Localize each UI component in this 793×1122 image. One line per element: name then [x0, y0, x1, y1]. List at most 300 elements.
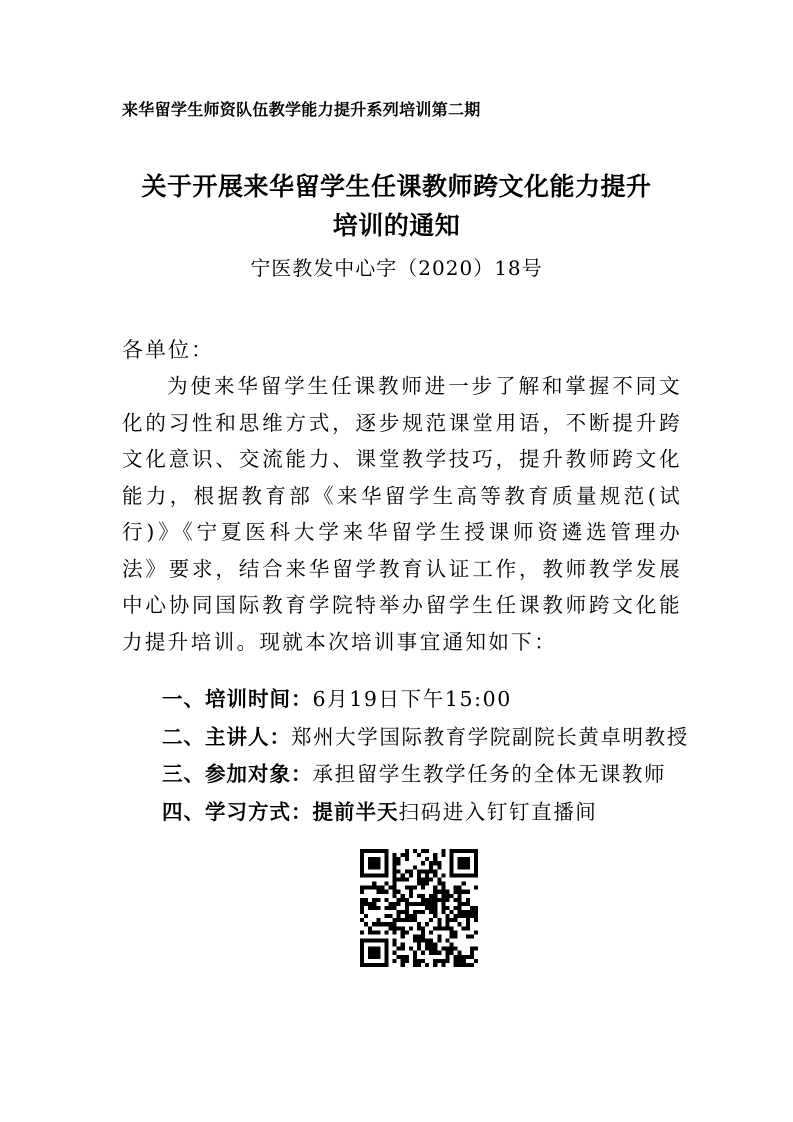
qr-module [462, 959, 466, 963]
qr-module [372, 902, 376, 906]
qr-module [388, 902, 392, 906]
qr-module [437, 939, 441, 943]
qr-module [360, 898, 364, 902]
qr-module [445, 959, 449, 963]
qr-module [421, 934, 425, 938]
qr-module [380, 849, 384, 853]
qr-module [458, 955, 462, 959]
qr-module [445, 894, 449, 898]
notice-title-line-2: 培训的通知 [332, 211, 461, 240]
qr-module [393, 939, 397, 943]
item-value-emphasis: 提前半天 [312, 799, 399, 824]
qr-module [433, 943, 437, 947]
qr-module [441, 906, 445, 910]
qr-module [384, 906, 388, 910]
qr-module [372, 906, 376, 910]
qr-module [380, 922, 384, 926]
qr-module [401, 959, 405, 963]
qr-module [388, 922, 392, 926]
qr-module [454, 959, 458, 963]
qr-module [397, 918, 401, 922]
qr-module [397, 910, 401, 914]
qr-module [433, 873, 437, 877]
qr-module [401, 877, 405, 881]
qr-module [376, 865, 380, 869]
qr-module [421, 939, 425, 943]
qr-module [393, 918, 397, 922]
qr-module [425, 869, 429, 873]
qr-module [458, 861, 462, 865]
item-value: 6月19日下午15:00 [312, 687, 512, 711]
qr-module [364, 902, 368, 906]
qr-module [393, 865, 397, 869]
qr-module [437, 922, 441, 926]
qr-module [368, 857, 372, 861]
qr-module [441, 886, 445, 890]
qr-module [441, 910, 445, 914]
qr-module [433, 898, 437, 902]
qr-module [462, 910, 466, 914]
qr-module [425, 906, 429, 910]
qr-module [421, 959, 425, 963]
qr-module [417, 922, 421, 926]
qr-module [450, 934, 454, 938]
qr-module [474, 914, 478, 918]
qr-module [474, 849, 478, 853]
qr-module [417, 882, 421, 886]
qr-code-icon[interactable] [360, 849, 478, 967]
qr-module [421, 877, 425, 881]
qr-module [425, 939, 429, 943]
qr-module [360, 963, 364, 967]
qr-module [372, 861, 376, 865]
qr-module [409, 947, 413, 951]
qr-module [441, 898, 445, 902]
qr-module [441, 853, 445, 857]
qr-module [384, 947, 388, 951]
qr-module [450, 930, 454, 934]
qr-module [405, 902, 409, 906]
qr-module [417, 869, 421, 873]
qr-module [360, 890, 364, 894]
qr-module [454, 963, 458, 967]
qr-module [372, 857, 376, 861]
qr-module [429, 951, 433, 955]
qr-module [393, 861, 397, 865]
qr-module [429, 894, 433, 898]
qr-module [450, 853, 454, 857]
qr-module [454, 890, 458, 894]
qr-module [462, 890, 466, 894]
qr-module [445, 922, 449, 926]
qr-module [409, 914, 413, 918]
qr-module [384, 865, 388, 869]
qr-module [409, 918, 413, 922]
qr-module [372, 886, 376, 890]
qr-module [417, 947, 421, 951]
qr-module [466, 857, 470, 861]
qr-module [441, 894, 445, 898]
qr-module [376, 922, 380, 926]
qr-module [372, 930, 376, 934]
qr-module [450, 869, 454, 873]
qr-module [454, 947, 458, 951]
qr-module [360, 853, 364, 857]
qr-module [384, 861, 388, 865]
qr-module [364, 963, 368, 967]
qr-module [384, 939, 388, 943]
qr-module [462, 849, 466, 853]
qr-module [474, 869, 478, 873]
qr-module [413, 955, 417, 959]
qr-module [384, 963, 388, 967]
qr-module [470, 963, 474, 967]
qr-module [421, 926, 425, 930]
qr-module [401, 930, 405, 934]
qr-module [466, 934, 470, 938]
notice-items [162, 681, 702, 831]
qr-module [384, 959, 388, 963]
qr-module [368, 873, 372, 877]
qr-module [433, 959, 437, 963]
qr-module [466, 955, 470, 959]
qr-module [450, 947, 454, 951]
item-label: 二、主讲人： [162, 724, 291, 749]
qr-module [384, 890, 388, 894]
qr-module [401, 873, 405, 877]
qr-module [458, 857, 462, 861]
qr-module [421, 894, 425, 898]
qr-module [368, 886, 372, 890]
qr-module [429, 918, 433, 922]
qr-module [405, 898, 409, 902]
salutation: 各单位： [122, 338, 214, 362]
qr-module [466, 910, 470, 914]
qr-module [368, 906, 372, 910]
qr-module [405, 906, 409, 910]
qr-module [454, 898, 458, 902]
qr-module [470, 873, 474, 877]
qr-module [474, 910, 478, 914]
item-value: 扫码进入钉钉直播间 [398, 799, 598, 824]
qr-module [441, 902, 445, 906]
qr-module [360, 886, 364, 890]
qr-module [401, 943, 405, 947]
qr-module [393, 869, 397, 873]
qr-module [474, 865, 478, 869]
qr-module [445, 955, 449, 959]
qr-module [376, 886, 380, 890]
qr-module [397, 898, 401, 902]
notice-title-line-1: 关于开展来华留学生任课教师跨文化能力提升 [141, 172, 652, 201]
qr-module [384, 857, 388, 861]
qr-module [409, 873, 413, 877]
qr-module [437, 877, 441, 881]
qr-module [474, 918, 478, 922]
qr-module [413, 902, 417, 906]
qr-module [421, 898, 425, 902]
qr-module [454, 934, 458, 938]
qr-module [380, 873, 384, 877]
qr-module [388, 926, 392, 930]
qr-module [388, 914, 392, 918]
qr-module [360, 869, 364, 873]
qr-module [413, 963, 417, 967]
qr-module [466, 963, 470, 967]
qr-module [417, 939, 421, 943]
qr-module [372, 947, 376, 951]
qr-module [441, 873, 445, 877]
qr-module [413, 865, 417, 869]
qr-module [417, 902, 421, 906]
qr-module [466, 865, 470, 869]
qr-module [413, 910, 417, 914]
qr-module [470, 934, 474, 938]
qr-module [360, 959, 364, 963]
qr-module [458, 886, 462, 890]
qr-module [401, 947, 405, 951]
qr-module [384, 922, 388, 926]
item-learning-method [162, 794, 702, 832]
qr-module [401, 853, 405, 857]
qr-module [393, 930, 397, 934]
qr-module [401, 934, 405, 938]
qr-module [421, 861, 425, 865]
qr-module [397, 902, 401, 906]
qr-module [393, 857, 397, 861]
qr-module [470, 849, 474, 853]
qr-module [437, 865, 441, 869]
qr-module [413, 886, 417, 890]
qr-module [393, 959, 397, 963]
qr-module [429, 902, 433, 906]
qr-module [433, 894, 437, 898]
qr-module [437, 861, 441, 865]
qr-module [417, 963, 421, 967]
qr-module [445, 918, 449, 922]
qr-module [384, 849, 388, 853]
qr-module [364, 914, 368, 918]
qr-module [384, 914, 388, 918]
qr-module [364, 922, 368, 926]
qr-module [368, 926, 372, 930]
qr-module [409, 886, 413, 890]
qr-module [470, 947, 474, 951]
qr-module [409, 902, 413, 906]
qr-module [433, 861, 437, 865]
qr-module [405, 910, 409, 914]
qr-module [360, 955, 364, 959]
qr-module [393, 894, 397, 898]
item-label: 四、学习方式： [162, 799, 313, 824]
qr-module [376, 918, 380, 922]
qr-module [462, 857, 466, 861]
qr-module [417, 910, 421, 914]
qr-module [437, 918, 441, 922]
qr-module [401, 910, 405, 914]
qr-module [384, 869, 388, 873]
qr-module [405, 959, 409, 963]
item-label: 一、培训时间： [162, 687, 313, 711]
qr-module [450, 873, 454, 877]
qr-module [425, 873, 429, 877]
qr-module [437, 898, 441, 902]
qr-module [376, 951, 380, 955]
qr-module [450, 861, 454, 865]
qr-module [405, 849, 409, 853]
qr-module [384, 955, 388, 959]
qr-module [433, 869, 437, 873]
qr-module [368, 930, 372, 934]
qr-module [433, 910, 437, 914]
qr-module [364, 939, 368, 943]
qr-module [458, 922, 462, 926]
qr-module [433, 926, 437, 930]
qr-module [466, 902, 470, 906]
qr-module [368, 865, 372, 869]
qr-module [393, 902, 397, 906]
qr-module [441, 882, 445, 886]
qr-module [458, 910, 462, 914]
qr-module [466, 849, 470, 853]
qr-module [474, 947, 478, 951]
qr-module [376, 930, 380, 934]
qr-module [429, 947, 433, 951]
qr-module [429, 943, 433, 947]
qr-module [454, 930, 458, 934]
qr-module [397, 869, 401, 873]
qr-module [429, 898, 433, 902]
qr-module [372, 951, 376, 955]
qr-module [368, 963, 372, 967]
qr-module [393, 882, 397, 886]
qr-module [372, 939, 376, 943]
qr-module [401, 918, 405, 922]
qr-module [474, 886, 478, 890]
qr-module [425, 922, 429, 926]
qr-module [376, 861, 380, 865]
qr-module [458, 959, 462, 963]
qr-module [413, 959, 417, 963]
qr-module [458, 849, 462, 853]
qr-module [429, 930, 433, 934]
qr-module [417, 959, 421, 963]
qr-module [376, 890, 380, 894]
item-value: 郑州大学国际教育学院副院长黄卓明教授 [291, 724, 689, 749]
qr-module [425, 877, 429, 881]
qr-module [429, 906, 433, 910]
qr-module [441, 947, 445, 951]
qr-module [462, 882, 466, 886]
qr-module [458, 894, 462, 898]
qr-module [429, 939, 433, 943]
qr-module [425, 963, 429, 967]
qr-module [445, 890, 449, 894]
qr-module [454, 918, 458, 922]
qr-module [445, 939, 449, 943]
qr-module [360, 873, 364, 877]
qr-module [397, 857, 401, 861]
series-header: 来华留学生师资队伍教学能力提升系列培训第二期 [122, 100, 481, 119]
qr-module [393, 877, 397, 881]
qr-module [425, 943, 429, 947]
qr-module [441, 849, 445, 853]
qr-module [372, 955, 376, 959]
qr-module [397, 890, 401, 894]
qr-module [458, 963, 462, 967]
qr-module [372, 922, 376, 926]
qr-module [425, 947, 429, 951]
qr-module [474, 857, 478, 861]
qr-module [433, 947, 437, 951]
qr-module [405, 914, 409, 918]
qr-module [393, 922, 397, 926]
qr-module [462, 865, 466, 869]
qr-module [372, 898, 376, 902]
qr-module [421, 886, 425, 890]
qr-module [433, 914, 437, 918]
qr-module [458, 890, 462, 894]
qr-module [409, 890, 413, 894]
qr-module [397, 877, 401, 881]
qr-module [360, 947, 364, 951]
qr-module [397, 914, 401, 918]
qr-module [466, 890, 470, 894]
qr-module [417, 873, 421, 877]
qr-module [474, 930, 478, 934]
qr-module [466, 918, 470, 922]
qr-module [450, 951, 454, 955]
qr-module [393, 853, 397, 857]
qr-module [433, 853, 437, 857]
qr-module [417, 877, 421, 881]
qr-module [425, 849, 429, 853]
qr-module [433, 857, 437, 861]
qr-module [405, 869, 409, 873]
qr-module [376, 955, 380, 959]
qr-module [384, 873, 388, 877]
qr-module [458, 902, 462, 906]
qr-module [437, 890, 441, 894]
qr-module [441, 890, 445, 894]
qr-module [445, 914, 449, 918]
qr-module [360, 918, 364, 922]
qr-module [474, 861, 478, 865]
qr-module [376, 963, 380, 967]
qr-module [429, 861, 433, 865]
qr-module [360, 930, 364, 934]
qr-module [393, 873, 397, 877]
qr-module [384, 943, 388, 947]
qr-module [462, 873, 466, 877]
qr-module [450, 857, 454, 861]
qr-module [433, 890, 437, 894]
qr-module [360, 857, 364, 861]
qr-module [413, 914, 417, 918]
qr-module [364, 849, 368, 853]
qr-module [413, 939, 417, 943]
qr-module [458, 898, 462, 902]
qr-module [380, 886, 384, 890]
qr-module [360, 865, 364, 869]
qr-module [458, 951, 462, 955]
qr-module [454, 914, 458, 918]
qr-module [409, 894, 413, 898]
qr-module [380, 963, 384, 967]
qr-module [462, 914, 466, 918]
qr-module [441, 926, 445, 930]
qr-module [437, 882, 441, 886]
